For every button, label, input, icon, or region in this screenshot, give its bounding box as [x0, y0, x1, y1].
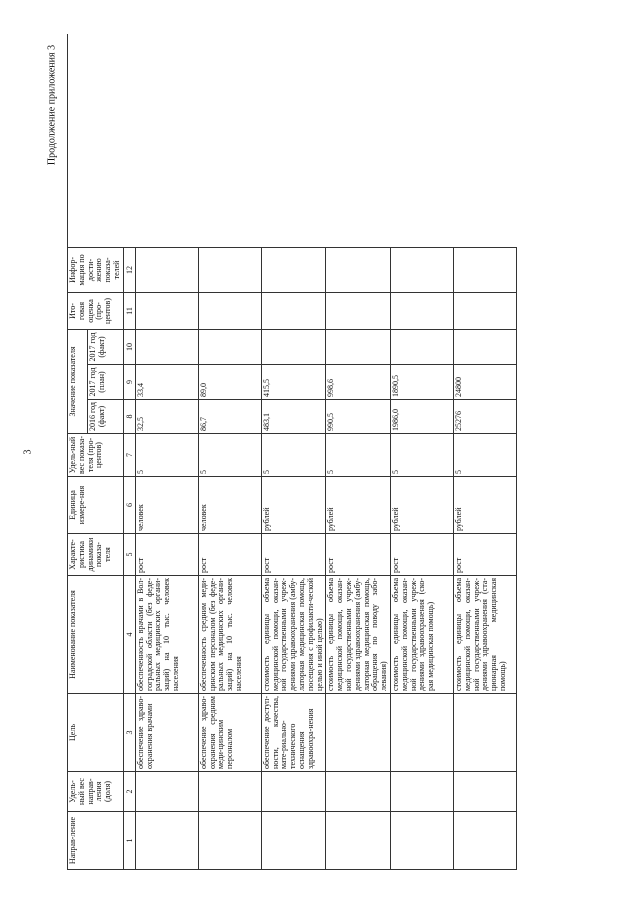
blank-cell	[198, 34, 261, 247]
col-number: 7	[123, 434, 135, 477]
dynamics-cell: рост	[198, 534, 261, 576]
unit-cell: рублей	[390, 477, 453, 534]
weight-cell: 5	[135, 434, 198, 477]
goal-cell	[390, 694, 453, 772]
indicator-cell: обеспеченность врачами в Вол-гоградской области (без феде-ральных медицинских органи-заций) на 10 тыс. человек населения	[135, 576, 198, 694]
weight-cell: 5	[326, 434, 391, 477]
value-2017-plan-cell: 89,0	[198, 365, 261, 400]
blank-cell	[123, 34, 135, 247]
col-2017-fact: 2017 год (факт)	[88, 329, 123, 364]
col-final-score: Ито-говая оценка (про-центов)	[68, 292, 124, 329]
col-info: Инфор-мация по дости-жению показа-телей	[68, 247, 124, 292]
value-2017-fact-cell	[198, 329, 261, 364]
indicator-cell: стоимость единицы объема медицинской помощи, оказан-ной государственными учреж-дениями здравоохранения (амбу-латорная медицинская помощь, посещения с профилакти-ческой целью и иной целью)	[261, 576, 326, 694]
col-2016-fact: 2016 год (факт)	[88, 400, 123, 434]
value-2016-cell: 990,5	[326, 400, 391, 434]
value-2016-cell: 1986,0	[390, 400, 453, 434]
rotated-table-wrapper	[67, 35, 577, 870]
final-score-cell	[453, 292, 516, 329]
value-2016-cell: 483,1	[261, 400, 326, 434]
unit-cell: человек	[135, 477, 198, 534]
col-number: 8	[123, 400, 135, 434]
value-2017-plan-cell: 1890,5	[390, 365, 453, 400]
col-number: 12	[123, 247, 135, 292]
value-2017-plan-cell: 33,4	[135, 365, 198, 400]
col-unit: Единица измере-ния	[68, 477, 124, 534]
col-number: 5	[123, 534, 135, 576]
info-cell	[453, 247, 516, 292]
blank-cell	[135, 34, 198, 247]
dynamics-cell: рост	[326, 534, 391, 576]
col-number: 3	[123, 694, 135, 772]
value-2017-fact-cell	[453, 329, 516, 364]
dynamics-cell: рост	[261, 534, 326, 576]
table-row	[390, 34, 453, 869]
direction-cell	[390, 812, 453, 870]
info-cell	[198, 247, 261, 292]
goal-cell: обеспечение здраво-охранения средним меди-цинским персоналом	[198, 694, 261, 772]
direction-weight-cell	[390, 772, 453, 812]
weight-cell: 5	[261, 434, 326, 477]
weight-cell: 5	[390, 434, 453, 477]
indicator-cell: стоимость единицы объема медицинской помощи, оказан-ной государственными учреж-дениями здравоохранения (амбу-латорная медицинская помощь, обращения по поводу забо-левания)	[326, 576, 391, 694]
col-number: 11	[123, 292, 135, 329]
blank-cell	[390, 34, 453, 247]
final-score-cell	[135, 292, 198, 329]
col-2017-plan: 2017 год (план)	[88, 365, 123, 400]
value-2016-cell: 32,5	[135, 400, 198, 434]
col-values-group: Значение показателя	[68, 329, 88, 433]
unit-cell: рублей	[261, 477, 326, 534]
final-score-cell	[390, 292, 453, 329]
info-cell	[390, 247, 453, 292]
goal-cell: обеспечение здраво-охранения врачами	[135, 694, 198, 772]
col-direction-weight: Удель-ный вес направ-ления (доля)	[68, 772, 124, 812]
continuation-label: Продолжение приложения 3	[46, 44, 58, 166]
header-row	[68, 34, 88, 869]
goal-cell	[453, 694, 516, 772]
goal-cell	[326, 694, 391, 772]
col-number: 1	[123, 812, 135, 870]
value-2017-fact-cell	[326, 329, 391, 364]
col-indicator-name: Наименование показателя	[68, 576, 124, 694]
weight-cell: 5	[453, 434, 516, 477]
col-number: 2	[123, 772, 135, 812]
blank-cell	[453, 34, 516, 247]
unit-cell: рублей	[453, 477, 516, 534]
table-row	[453, 34, 516, 869]
dynamics-cell: рост	[135, 534, 198, 576]
direction-weight-cell	[198, 772, 261, 812]
dynamics-cell: рост	[390, 534, 453, 576]
direction-weight-cell	[326, 772, 391, 812]
value-2017-fact-cell	[261, 329, 326, 364]
direction-cell	[326, 812, 391, 870]
col-direction: Направ-ление	[68, 812, 124, 870]
value-2016-cell: 25276	[453, 400, 516, 434]
indicator-cell: стоимость единицы объема медицинской помощи, оказан-ной государственными учреж-дениями здравоохранения (ста-ционарная медицинская помощь)	[453, 576, 516, 694]
direction-weight-cell	[135, 772, 198, 812]
direction-cell	[198, 812, 261, 870]
value-2017-plan-cell: 24800	[453, 365, 516, 400]
col-dynamics: Характе-ристика динамики показа-теля	[68, 534, 124, 576]
indicator-cell: обеспеченность средним меди-цинским персоналом (без феде-ральных медицинских органи-заций) на 10 тыс. человек населения	[198, 576, 261, 694]
value-2017-plan-cell: 415,5	[261, 365, 326, 400]
col-number: 9	[123, 365, 135, 400]
table-row	[326, 34, 391, 869]
blank-cell	[326, 34, 391, 247]
unit-cell: рублей	[326, 477, 391, 534]
info-cell	[135, 247, 198, 292]
indicators-table	[67, 34, 517, 870]
value-2017-fact-cell	[390, 329, 453, 364]
blank-cell	[261, 34, 326, 247]
table-row	[135, 34, 198, 869]
indicator-cell: стоимость единицы объема медицинской помощи, оказан-ной государственными учреж-дениями здравоохранения (ско-рая медицинская помощь)	[390, 576, 453, 694]
final-score-cell	[198, 292, 261, 329]
value-2017-fact-cell	[135, 329, 198, 364]
col-goal: Цель	[68, 694, 124, 772]
direction-cell	[261, 812, 326, 870]
value-2016-cell: 86,7	[198, 400, 261, 434]
blank-cell	[68, 34, 124, 247]
col-number: 4	[123, 576, 135, 694]
weight-cell: 5	[198, 434, 261, 477]
table-row	[198, 34, 261, 869]
dynamics-cell: рост	[453, 534, 516, 576]
direction-weight-cell	[261, 772, 326, 812]
goal-cell: обеспечение доступ-ности, качества, мате-риально-технического оснащения здравоохра-нения	[261, 694, 326, 772]
info-cell	[261, 247, 326, 292]
direction-cell	[453, 812, 516, 870]
column-number-row	[123, 34, 135, 869]
col-number: 10	[123, 329, 135, 364]
info-cell	[326, 247, 391, 292]
col-number: 6	[123, 477, 135, 534]
final-score-cell	[326, 292, 391, 329]
col-indicator-weight: Удель-ный вес показа-теля (про-центов)	[68, 434, 124, 477]
value-2017-plan-cell: 998,6	[326, 365, 391, 400]
page-number: 3	[22, 449, 34, 455]
direction-cell	[135, 812, 198, 870]
table-row	[261, 34, 326, 869]
direction-weight-cell	[453, 772, 516, 812]
unit-cell: человек	[198, 477, 261, 534]
final-score-cell	[261, 292, 326, 329]
